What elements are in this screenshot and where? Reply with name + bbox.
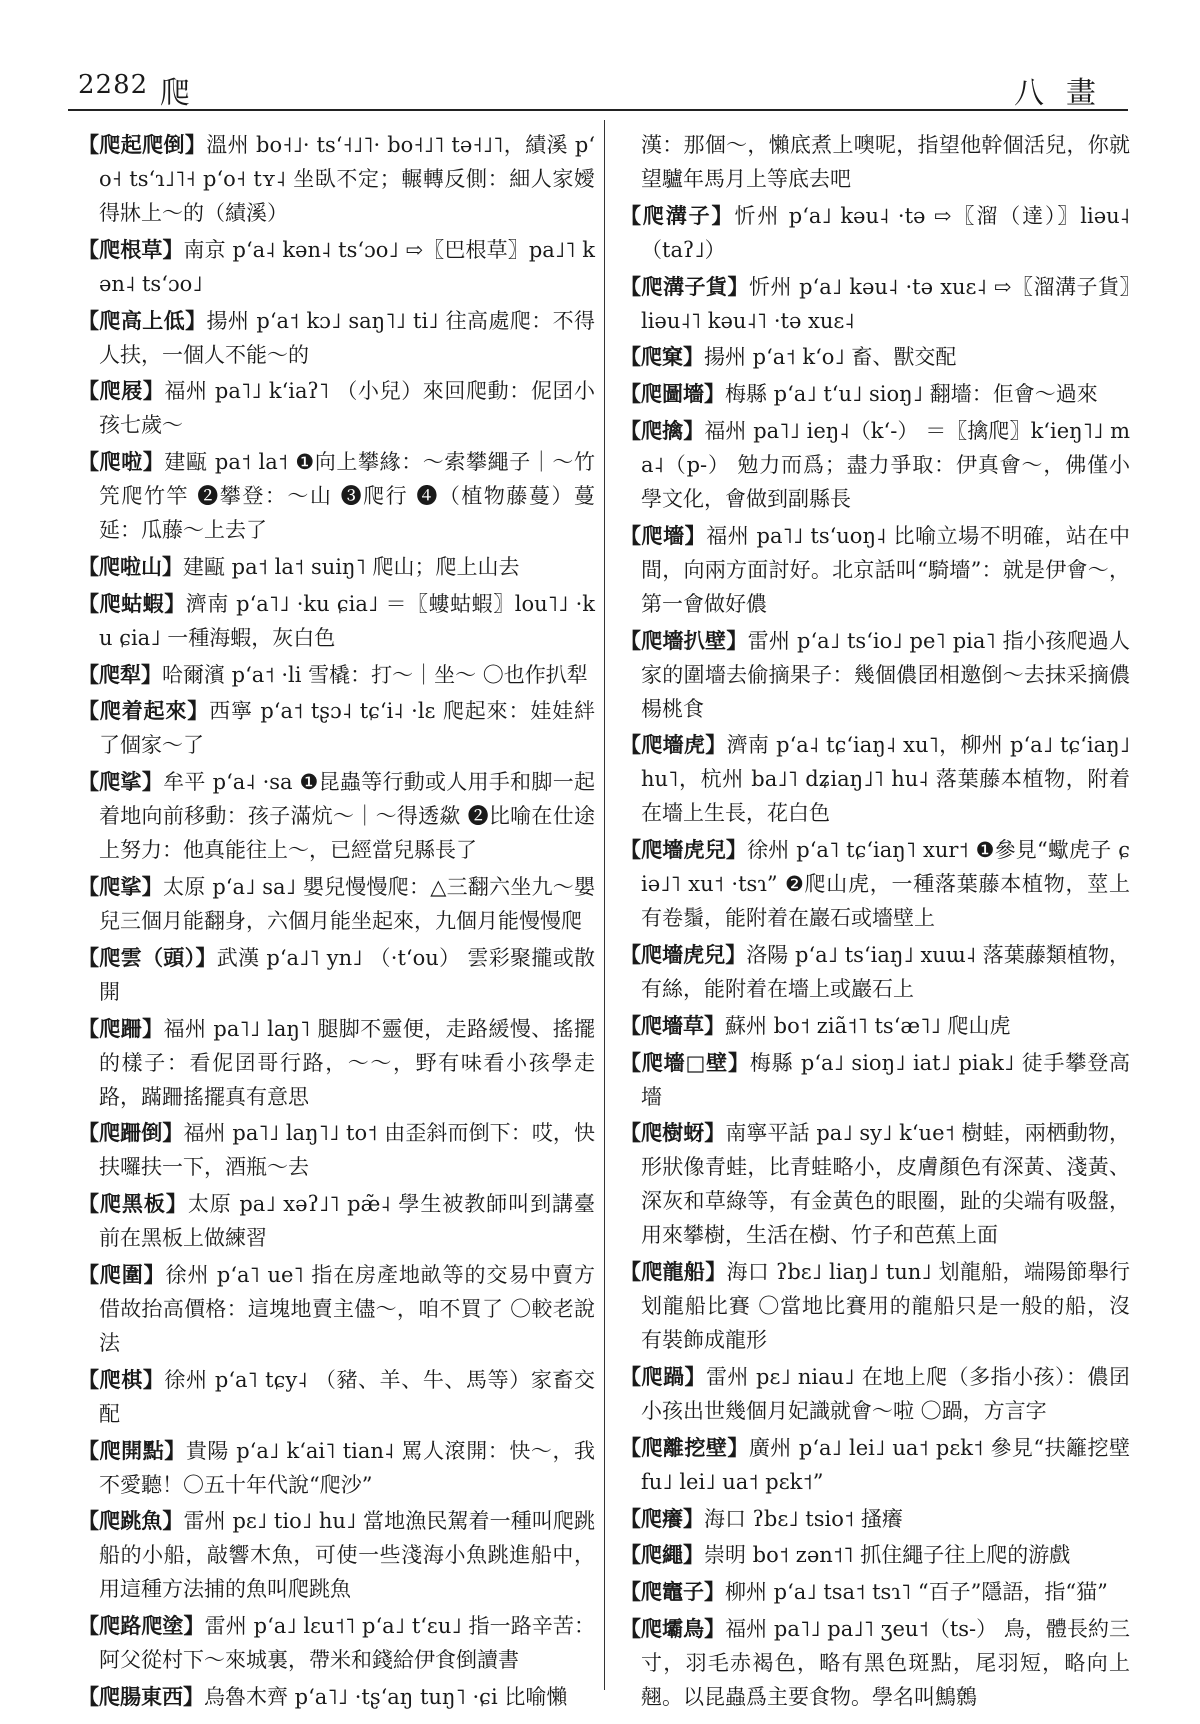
entry-definition: 忻州 pʻa˩ kəu˨ ·tə ⇨〖溜（達）〗liəu˨ （taʔ˩）	[641, 203, 1131, 262]
entry-definition: 福州 pa˥˩ tsʻuoŋ˨ 比喻立場不明確，站在中間，向兩方面討好。北京話叫“騎墻”：就是伊會～，第一會做好儂	[641, 523, 1130, 616]
headword-bracket-close: 】	[195, 944, 217, 970]
dictionary-entry	[78, 445, 595, 547]
headword-bracket-open: 【	[620, 1615, 642, 1641]
headword-bracket-open: 【	[620, 1120, 642, 1146]
dictionary-entry	[78, 233, 595, 301]
dictionary-entry	[78, 1434, 595, 1502]
headword-bracket-open: 【	[620, 941, 642, 967]
dictionary-entry	[620, 833, 1130, 935]
headword-bracket-open: 【	[78, 236, 100, 262]
headword-bracket-close: 】	[162, 236, 184, 262]
dictionary-entry	[78, 587, 595, 655]
entry-headword: 爬高上低	[99, 307, 186, 333]
headword-bracket-close: 】	[683, 1505, 704, 1531]
dictionary-entry	[620, 1502, 1130, 1536]
headword-bracket-open: 【	[620, 1505, 641, 1531]
headword-bracket-open: 【	[78, 661, 99, 687]
entry-definition: 南京 pʻa˨ kən˨ tsʻɔo˩ ⇨〖巴根草〗pa˩˥ kən˨ tsʻɔo˩	[99, 237, 595, 296]
headword-bracket-open: 【	[620, 1434, 642, 1460]
entry-headword: 爬墻□壁	[641, 1049, 728, 1075]
entry-definition: 福州 pa˥˩ ieŋ˨（kʻ-） ＝〖擒爬〗kʻieŋ˥˩ ma˨（p-） 勉力而爲；盡力爭取：伊真會～，佛僅小學文化，會做到副縣長	[641, 418, 1131, 511]
entry-headword: 爬圖墻	[641, 381, 704, 407]
headword-bracket-open: 【	[78, 553, 99, 579]
headword-bracket-close: 】	[705, 1259, 727, 1285]
entry-definition: 建甌 pa˦ la˦ ❶向上攀緣：～索攀繩子｜～竹笐爬竹竿 ❷攀登：～山 ❸爬行 ❹（植物藤蔓）蔓延：瓜藤～上去了	[99, 450, 596, 543]
headword-bracket-open: 【	[620, 273, 642, 299]
entry-headword: 爬踻	[641, 1363, 685, 1389]
entry-headword: 爬跚倒	[99, 1120, 163, 1146]
dictionary-entry	[78, 128, 595, 230]
headword-bracket-close: 】	[683, 344, 704, 370]
entry-headword: 爬開點	[99, 1437, 165, 1463]
dictionary-entry	[620, 1116, 1130, 1252]
entry-definition: 西寧 pʻa˦ tʂɔ˨ tɕʻi˨ ·lɛ 爬起來：娃娃絆了個家～了	[99, 699, 596, 758]
headword-bracket-close: 】	[705, 732, 727, 758]
entry-definition: 梅縣 pʻa˩ sioŋ˩ iat˩ piak˩ 徒手攀登高墻	[641, 1050, 1131, 1109]
entry-headword: 爬樹蚜	[641, 1120, 705, 1146]
headword-bracket-open: 【	[620, 381, 641, 407]
entry-definition: 柳州 pʻa˩ tsa˦ tsɿ˥ “百子”隱語，指“猫”	[725, 1580, 1108, 1605]
dictionary-entry	[620, 624, 1130, 726]
headword-bracket-open: 【	[620, 417, 642, 443]
entry-definition: 濟南 pʻa˥˩ ·ku ɕia˩ ＝〖螻蛄蝦〗lou˥˩ ·ku ɕia˩ 一種海蝦，灰白色	[99, 591, 596, 650]
entry-headword: 爬溝子	[642, 202, 712, 228]
entry-definition: 洛陽 pʻa˩ tsʻiaŋ˩ xuɯ˨ 落葉藤類植物，有絲，能附着在墻上或巖石上	[641, 942, 1131, 1001]
entry-headword: 爬屐	[99, 378, 143, 404]
headword-bracket-close: 】	[704, 1012, 725, 1038]
headword-bracket-open: 【	[78, 1508, 100, 1534]
entry-headword: 爬繩	[641, 1542, 683, 1568]
headword-bracket-open: 【	[78, 590, 100, 616]
entry-definition: 武漢 pʻa˩˥ yn˩ （·tʻou） 雲彩聚攏或散開	[99, 945, 596, 1004]
dictionary-entry	[78, 1258, 595, 1360]
entry-definition: 徐州 pʻa˥ ue˥ 指在房產地畝等的交易中賣方借故抬高價格：這塊地賣主儘～，咱不買了 〇較老說法	[99, 1262, 595, 1355]
entry-headword: 爬黑板	[99, 1191, 166, 1217]
entry-definition: 福州 pa˥˩ pa˩˥ ʒeu˦（ts-） 鳥，體長約三寸，羽毛赤褐色，略有黑色斑點，尾羽短，略向上翹。以昆蟲爲主要食物。學名叫鷦鷯	[641, 1616, 1131, 1709]
entry-definition: 雷州 pʻa˩ tsʻio˩ pe˥ pia˥ 指小孩爬過人家的圍墻去偷摘果子：幾個儂囝相邀倒～去抹采摘儂楊桃食	[641, 628, 1131, 721]
headword-bracket-open: 【	[78, 1613, 100, 1639]
entry-headword: 爬着起來	[99, 698, 188, 724]
headword-bracket-open: 【	[78, 1191, 100, 1217]
right-column	[620, 128, 1130, 1717]
headword-bracket-open: 【	[78, 873, 100, 899]
entry-definition: 烏魯木齊 pʻa˥˩ ·tʂʻaŋ tuŋ˥ ·ɕi 比喻懶	[204, 1684, 568, 1709]
dictionary-entry	[78, 941, 595, 1009]
entry-headword: 爬圍	[99, 1261, 144, 1287]
headword-bracket-open: 【	[620, 1363, 642, 1389]
entry-headword: 爬棋	[99, 1366, 143, 1392]
entry-headword: 爬挲	[99, 873, 142, 899]
left-column	[78, 128, 595, 1717]
headword-bracket-open: 【	[620, 202, 643, 228]
entry-definition: 漢：那個～，懶底煮上噢呢，指望他幹個活兒，你就望驢年馬月上等底去吧	[641, 133, 1130, 191]
dictionary-entry	[620, 128, 1130, 196]
headword-bracket-close: 】	[142, 449, 165, 475]
entry-headword: 爬墻	[641, 522, 685, 548]
entry-headword: 爬擒	[641, 417, 684, 443]
entry-headword: 爬路爬塗	[99, 1613, 184, 1639]
headword-bracket-close: 】	[164, 590, 186, 616]
dictionary-entry	[620, 1255, 1130, 1357]
headword-bracket-open: 【	[620, 1579, 641, 1605]
headword-bracket-close: 】	[162, 553, 183, 579]
entry-headword: 爬雲（頭）	[99, 944, 196, 970]
headword-bracket-close: 】	[141, 873, 163, 899]
headword-bracket-close: 】	[184, 132, 207, 157]
entry-definition: 梅縣 pʻa˩ tʻu˩ sioŋ˩ 翻墻：佢會～過來	[725, 382, 1098, 407]
entry-definition: 海口 ʔbɛ˩ liaŋ˩ tun˩ 划龍船，端陽節舉行划龍船比賽 〇當地比賽用的龍船只是一般的船，沒有裝飾成龍形	[641, 1260, 1131, 1353]
dictionary-entry	[620, 728, 1130, 830]
dictionary-entry	[620, 1046, 1130, 1114]
entry-definition: 揚州 pʻa˦ kʻo˩ 畜、獸交配	[704, 345, 957, 370]
headword-bracket-close: 】	[162, 1120, 184, 1146]
headword-bracket-open: 【	[78, 698, 100, 724]
entry-definition: 蘇州 bo˦ ziã˦˥ tsʻæ˥˩ 爬山虎	[725, 1013, 1011, 1038]
dictionary-entry	[78, 1680, 595, 1714]
dictionary-entry	[620, 270, 1130, 338]
dictionary-entry	[620, 340, 1130, 374]
dictionary-entry	[78, 1187, 595, 1255]
entry-headword: 爬龍船	[641, 1259, 706, 1285]
entry-headword: 爬竈子	[641, 1579, 704, 1605]
entry-definition: 太原 pʻa˩ sa˩ 嬰兒慢慢爬：△三翻六坐九～嬰兒三個月能翻身，六個月能坐起來，九個月能慢慢爬	[99, 874, 596, 933]
dictionary-entry	[620, 1009, 1130, 1043]
headword-bracket-open: 【	[78, 944, 100, 970]
running-headword: 爬	[160, 76, 190, 111]
entry-definition: 雷州 pɛ˩ niau˩ 在地上爬（多指小孩）：儂囝小孩出世幾個月妃識就會～啦 〇踻，方言字	[641, 1364, 1130, 1423]
headword-bracket-close: 】	[142, 1015, 164, 1041]
dictionary-entry	[78, 374, 595, 442]
headword-bracket-close: 】	[183, 1613, 205, 1639]
dictionary-entry	[78, 1363, 595, 1431]
headword-bracket-open: 【	[78, 378, 100, 404]
entry-headword: 爬墻虎	[641, 732, 706, 758]
entry-headword: 爬犁	[99, 661, 141, 687]
entry-headword: 爬根草	[99, 236, 163, 262]
headword-bracket-open: 【	[78, 449, 100, 475]
entry-definition: 揚州 pʻa˦ kɔ˩ saŋ˥˩ ti˩ 往高處爬：不得人扶，一個人不能～的	[99, 308, 596, 367]
headword-bracket-close: 】	[141, 661, 162, 687]
entry-definition: 福州 pa˥˩ kʻiaʔ˥ （小兒）來回爬動：伲囝小孩七歲～	[99, 379, 596, 438]
headword-bracket-open: 【	[620, 1542, 641, 1568]
entry-headword: 爬墻虎兒	[641, 837, 726, 863]
dictionary-entry	[78, 1012, 595, 1114]
entry-definition: 太原 pa˩ xəʔ˩˥ pæ̃˨ 學生被教師叫到講臺前在黑板上做練習	[99, 1192, 596, 1251]
headword-bracket-close: 】	[727, 1049, 750, 1075]
entry-headword: 爬啦	[99, 449, 143, 475]
header-rule	[68, 109, 1128, 111]
entry-definition: 建甌 pa˦ la˦ suiŋ˥ 爬山；爬上山去	[183, 554, 520, 579]
entry-headword: 爬跚	[99, 1015, 143, 1041]
headword-bracket-open: 【	[620, 732, 642, 758]
headword-bracket-close: 】	[142, 1366, 165, 1392]
headword-bracket-close: 】	[684, 522, 707, 548]
headword-bracket-close: 】	[711, 202, 735, 228]
dictionary-entry	[620, 1360, 1130, 1428]
headword-bracket-close: 】	[142, 378, 165, 404]
dictionary-entry	[78, 694, 595, 762]
entry-headword: 爬啦山	[99, 553, 162, 579]
entry-headword: 爬墻扒壁	[641, 627, 727, 653]
headword-bracket-close: 】	[704, 381, 725, 407]
entry-headword: 爬腸東西	[99, 1683, 183, 1709]
entry-definition: 濟南 pʻa˨ tɕʻiaŋ˨ xu˥，柳州 pʻa˩ tɕʻiaŋ˩ hu˥，杭州 ba˩˥ dʑiaŋ˩˥ hu˨ 落葉藤本植物，附着在墻上生長，花白色	[641, 733, 1131, 826]
dictionary-entry	[620, 377, 1130, 411]
column-divider	[604, 120, 605, 1690]
headword-bracket-close: 】	[704, 1615, 726, 1641]
dictionary-entry	[78, 304, 595, 372]
page-number: 2282	[78, 70, 149, 100]
dictionary-entry	[78, 870, 595, 938]
dictionary-entry	[620, 1575, 1130, 1609]
entry-definition: 福州 pa˥˩ laŋ˥˩ to˦ 由歪斜而倒下：哎，快扶囉扶一下，酒瓶～去	[99, 1121, 596, 1180]
entry-definition: 徐州 pʻa˥ tɕʻiaŋ˥ xur˦ ❶參見“蠍虎子 ɕiə˩˥ xu˦ ·tsɿ” ❷爬山虎，一種落葉藤本植物，莖上有卷鬚，能附着在巖石或墻壁上	[641, 838, 1131, 931]
entry-headword: 爬墻草	[641, 1012, 704, 1038]
section-label: 八畫	[1014, 76, 1118, 111]
headword-bracket-open: 【	[620, 837, 642, 863]
entry-definition: 徐州 pʻa˥ tɕy˨ （豬、羊、牛、馬等）家畜交配	[99, 1367, 596, 1426]
headword-bracket-close: 】	[704, 1579, 725, 1605]
entry-headword: 爬挲	[99, 769, 142, 795]
headword-bracket-close: 】	[143, 1261, 166, 1287]
headword-bracket-close: 】	[183, 1683, 204, 1709]
entry-definition: 牟平 pʻa˨ ·sa ❶昆蟲等行動或人用手和脚一起着地向前移動：孩子滿炕～｜～得透歘 ❷比喻在仕途上努力：他真能往上～，已經當兒縣長了	[99, 770, 595, 863]
entry-headword: 爬窠	[641, 344, 683, 370]
headword-bracket-close: 】	[726, 627, 748, 653]
entry-definition: 哈爾濱 pʻa˦ ·li 雪橇：打～｜坐～ 〇也作扒犁	[162, 662, 588, 687]
entry-headword: 爬癢	[641, 1505, 683, 1531]
entry-definition: 海口 ʔbɛ˩ tsio˦ 搔癢	[704, 1506, 903, 1531]
dictionary-entry	[78, 658, 595, 692]
headword-bracket-open: 【	[78, 1120, 100, 1146]
headword-bracket-close: 】	[187, 698, 210, 724]
dictionary-entry	[620, 1431, 1130, 1499]
entry-definition: 雷州 pɛ˩ tio˩ hu˩ 當地漁民駕着一種叫爬跳船的小船，敲響木魚，可使一些淺海小魚跳進船中，用這種方法捕的魚叫爬跳魚	[99, 1509, 596, 1602]
headword-bracket-close: 】	[683, 1542, 704, 1568]
entry-definition: 崇明 bo˦ zən˦˥ 抓住繩子往上爬的游戲	[704, 1543, 1071, 1568]
headword-bracket-open: 【	[620, 1012, 641, 1038]
entry-headword: 爬溝子貨	[641, 273, 728, 299]
headword-bracket-close: 】	[725, 941, 747, 967]
dictionary-entry	[620, 1612, 1130, 1714]
headword-bracket-open: 【	[620, 1259, 642, 1285]
headword-bracket-close: 】	[162, 1508, 184, 1534]
dictionary-entry	[620, 1538, 1130, 1572]
headword-bracket-open: 【	[78, 307, 100, 333]
entry-headword: 爬壩鳥	[641, 1615, 705, 1641]
entry-definition: 福州 pa˥˩ laŋ˥ 腿脚不靈便，走路緩慢、搖擺的樣子：看伲囝哥行路，～～，野有味看小孩學走路，蹣跚搖擺真有意思	[99, 1016, 595, 1109]
headword-bracket-open: 【	[78, 132, 100, 157]
dictionary-entry	[620, 519, 1130, 621]
headword-bracket-close: 】	[684, 1363, 706, 1389]
dictionary-entry	[78, 1609, 595, 1677]
entry-headword: 爬墻虎兒	[641, 941, 726, 967]
dictionary-entry	[78, 1504, 595, 1606]
entry-definition: 忻州 pʻa˩ kəu˨ ·tə xuɛ˨ ⇨〖溜溝子貨〗liəu˨˥ kəu˨˥ ·tə xuɛ˨	[641, 274, 1131, 333]
entry-headword: 爬離挖壁	[641, 1434, 728, 1460]
headword-bracket-open: 【	[620, 522, 642, 548]
entry-definition: 溫州 bo˧˩· tsʻ˧˩˥· bo˧˩˥ tə˧˩˥，績溪 pʻo˧ tsʻɿ˩˥˧ pʻo˧ tʏ˨ 坐臥不定；輾轉反側：細人家嬡得牀上～的（績溪）	[99, 133, 596, 225]
headword-bracket-close: 】	[164, 1437, 186, 1463]
headword-bracket-close: 】	[165, 1191, 188, 1217]
entry-definition: 貴陽 pʻa˩ kʻai˥ tian˨ 罵人滾開：快～，我不愛聽！〇五十年代說“爬沙”	[99, 1438, 596, 1497]
headword-bracket-close: 】	[727, 1434, 749, 1460]
entry-definition: 雷州 pʻa˩ lɛu˦˥ pʻa˩ tʻɛu˩ 指一路辛苦：阿父從村下～來城裏，帶米和錢給伊食倒讀書	[99, 1614, 596, 1673]
headword-bracket-close: 】	[683, 417, 705, 443]
entry-definition: 廣州 pʻa˩ lei˩ ua˦ pɛk˦ 參見“扶籬挖壁 fu˩ lei˩ ua˦ pɛk˦”	[641, 1435, 1131, 1494]
headword-bracket-open: 【	[620, 1049, 642, 1075]
headword-bracket-close: 】	[185, 307, 207, 333]
headword-bracket-open: 【	[78, 1437, 100, 1463]
headword-bracket-open: 【	[78, 1261, 100, 1287]
dictionary-entry	[78, 765, 595, 867]
headword-bracket-open: 【	[78, 1683, 99, 1709]
dictionary-entry	[620, 938, 1130, 1006]
dictionary-entry	[620, 414, 1130, 516]
headword-bracket-open: 【	[78, 1366, 100, 1392]
headword-bracket-close: 】	[727, 273, 749, 299]
headword-bracket-close: 】	[725, 837, 748, 863]
headword-bracket-open: 【	[78, 769, 100, 795]
entry-headword: 爬蛄蝦	[99, 590, 165, 616]
headword-bracket-close: 】	[141, 769, 164, 795]
headword-bracket-open: 【	[78, 1015, 100, 1041]
dictionary-entry	[620, 199, 1130, 267]
entry-definition: 南寧平話 pa˩ sy˩ kʻue˦ 樹蛙，兩栖動物，形狀像青蛙，比青蛙略小，皮膚顏色有深黃、淺黃、深灰和草綠等，有金黃色的眼圈，趾的尖端有吸盤，用來攀樹，生活在樹、竹子和芭蕉上面	[641, 1121, 1131, 1248]
dictionary-entry	[78, 550, 595, 584]
entry-headword: 爬起爬倒	[99, 132, 185, 157]
entry-headword: 爬跳魚	[99, 1508, 163, 1534]
headword-bracket-close: 】	[704, 1120, 726, 1146]
dictionary-entry	[78, 1116, 595, 1184]
headword-bracket-open: 【	[620, 627, 642, 653]
headword-bracket-open: 【	[620, 344, 641, 370]
